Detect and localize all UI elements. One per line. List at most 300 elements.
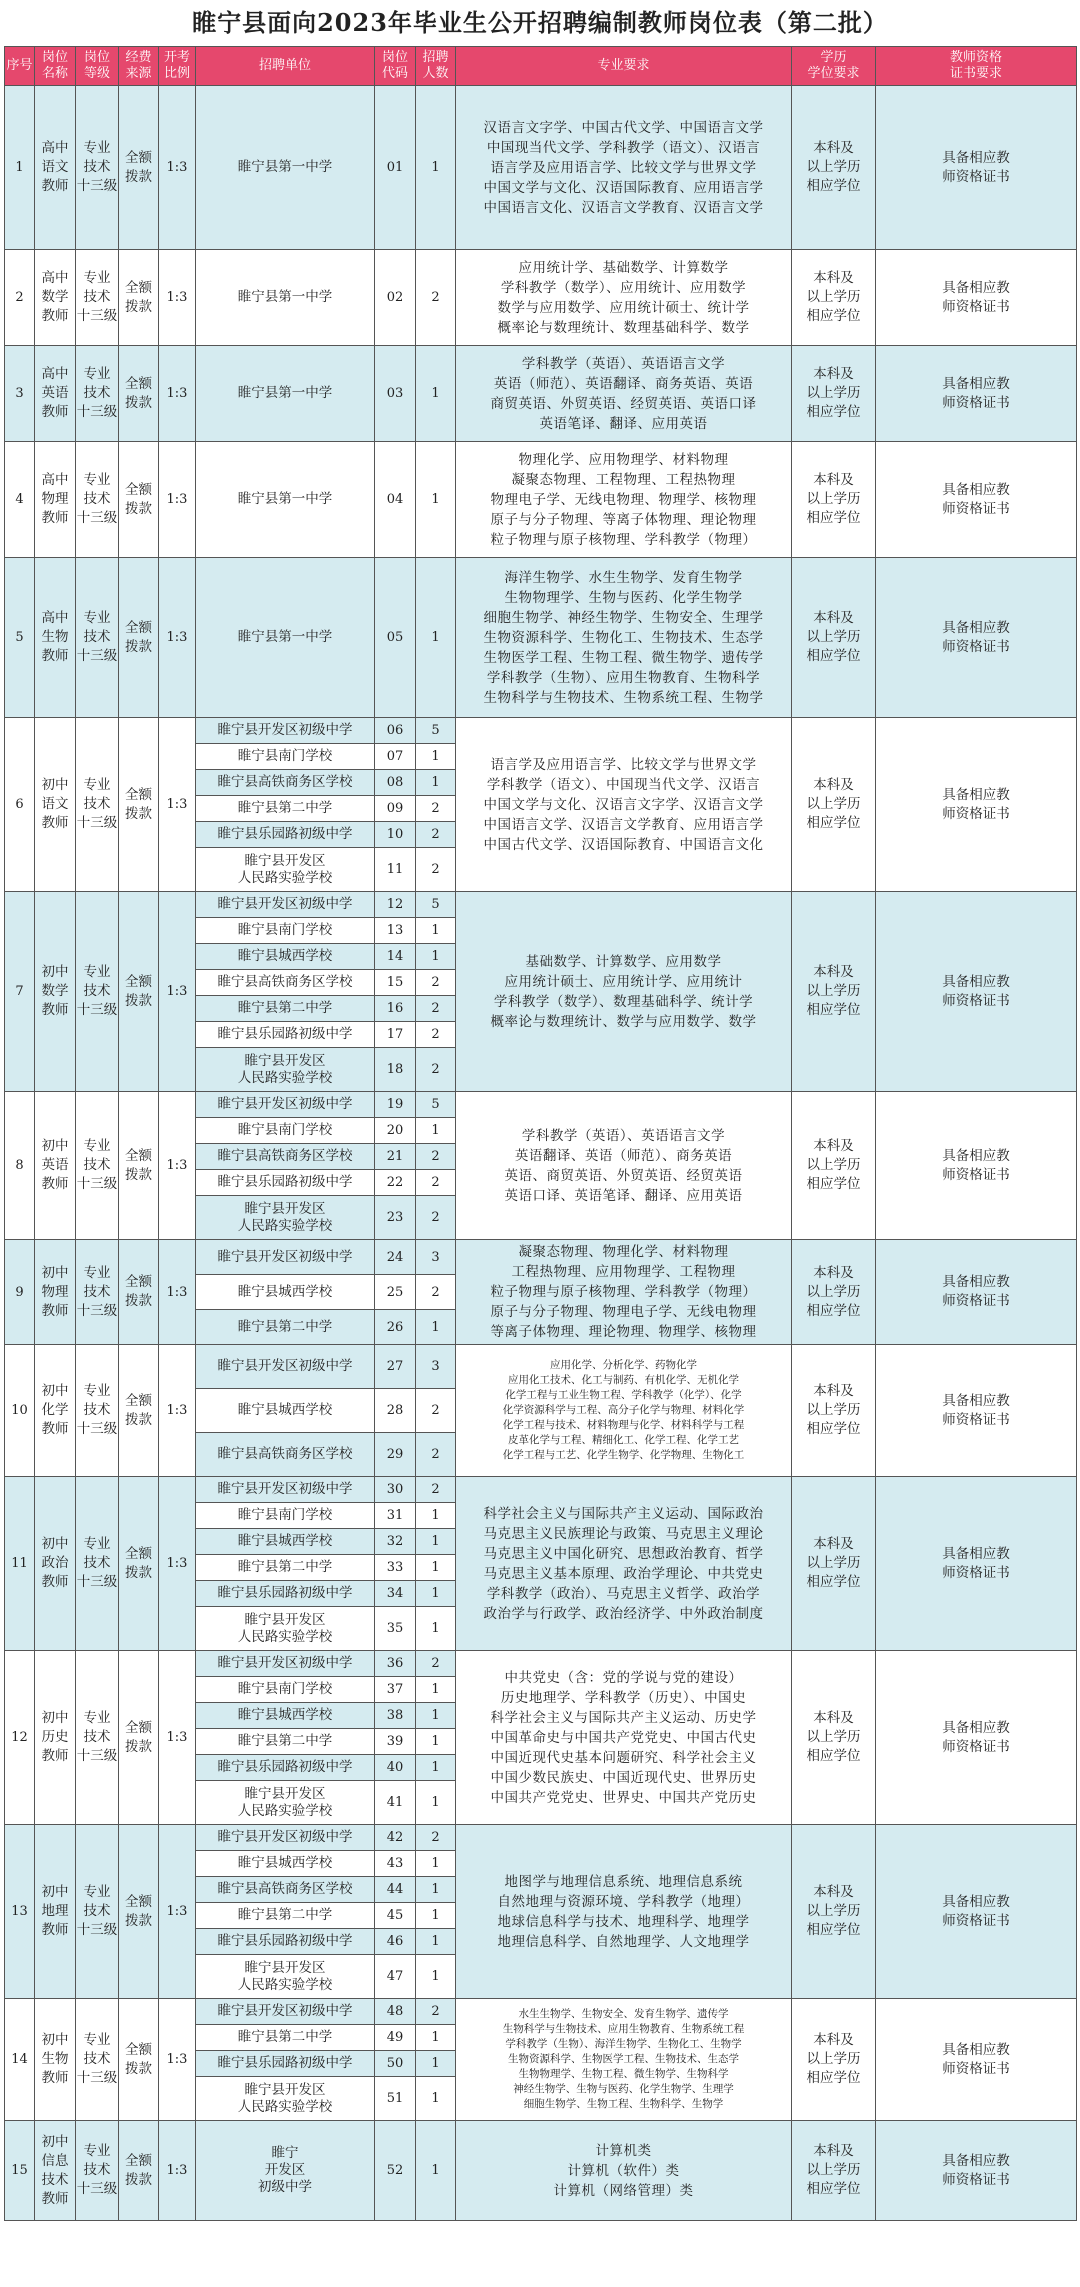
unit-cell: 睢宁 开发区 初级中学 xyxy=(196,2121,375,2221)
hire-count-cell: 1 xyxy=(416,2121,456,2221)
post-code-cell: 28 xyxy=(375,1389,416,1433)
seq-cell: 14 xyxy=(5,1999,35,2121)
post-level-cell: 专业 技术 十三级 xyxy=(76,346,119,442)
unit-cell: 睢宁县城西学校 xyxy=(196,1851,375,1877)
post-code-cell: 37 xyxy=(375,1677,416,1703)
education-requirement-cell: 本科及 以上学历 相应学位 xyxy=(792,1092,876,1240)
post-name-cell: 初中 信息 技术 教师 xyxy=(35,2121,76,2221)
post-code-cell: 48 xyxy=(375,1999,416,2025)
fund-source-cell: 全额 拨款 xyxy=(119,442,159,558)
unit-cell: 睢宁县开发区初级中学 xyxy=(196,892,375,918)
table-row xyxy=(5,86,1077,250)
hire-count-cell: 1 xyxy=(416,2051,456,2077)
unit-cell: 睢宁县南门学校 xyxy=(196,1503,375,1529)
col-header: 学历 学位要求 xyxy=(792,47,876,86)
post-name-cell: 高中 物理 教师 xyxy=(35,442,76,558)
post-code-cell: 07 xyxy=(375,744,416,770)
post-code-cell: 19 xyxy=(375,1092,416,1118)
certificate-requirement-cell: 具备相应教 师资格证书 xyxy=(876,558,1077,718)
education-requirement-cell: 本科及 以上学历 相应学位 xyxy=(792,1477,876,1651)
hire-count-cell: 1 xyxy=(416,1703,456,1729)
post-code-cell: 38 xyxy=(375,1703,416,1729)
exam-ratio-cell: 1:3 xyxy=(159,1999,196,2121)
post-code-cell: 24 xyxy=(375,1240,416,1275)
unit-cell: 睢宁县开发区初级中学 xyxy=(196,1825,375,1851)
fund-source-cell: 全额 拨款 xyxy=(119,1345,159,1477)
unit-cell: 睢宁县高铁商务区学校 xyxy=(196,970,375,996)
education-requirement-cell: 本科及 以上学历 相应学位 xyxy=(792,892,876,1092)
unit-cell: 睢宁县城西学校 xyxy=(196,1389,375,1433)
major-requirement-cell: 应用化学、分析化学、药物化学 应用化工技术、化工与制药、有机化学、无机化学 化学工程与工业生物工程、学科教学（化学）、化学 化学资源科学与工程、高分子化学与物理、材料化学 化学工程与技术、材料物理与化学、材料科学与工程 皮革化学与工程、精细化工、化学工程、化学工艺 化学工程与工艺、化学生物学、化学物理、生物化工 xyxy=(456,1345,792,1477)
exam-ratio-cell: 1:3 xyxy=(159,1825,196,1999)
fund-source-cell: 全额 拨款 xyxy=(119,250,159,346)
fund-source-cell: 全额 拨款 xyxy=(119,892,159,1092)
hire-count-cell: 2 xyxy=(416,1170,456,1196)
hire-count-cell: 3 xyxy=(416,1345,456,1389)
unit-cell: 睢宁县城西学校 xyxy=(196,1529,375,1555)
unit-cell: 睢宁县南门学校 xyxy=(196,1677,375,1703)
hire-count-cell: 1 xyxy=(416,1581,456,1607)
seq-cell: 15 xyxy=(5,2121,35,2221)
post-name-cell: 初中 英语 教师 xyxy=(35,1092,76,1240)
post-code-cell: 30 xyxy=(375,1477,416,1503)
exam-ratio-cell: 1:3 xyxy=(159,250,196,346)
unit-cell: 睢宁县乐园路初级中学 xyxy=(196,1755,375,1781)
education-requirement-cell: 本科及 以上学历 相应学位 xyxy=(792,1240,876,1345)
post-code-cell: 46 xyxy=(375,1929,416,1955)
post-level-cell: 专业 技术 十三级 xyxy=(76,2121,119,2221)
table-row xyxy=(5,2121,1077,2221)
col-header: 经费 来源 xyxy=(119,47,159,86)
unit-cell: 睢宁县开发区初级中学 xyxy=(196,1651,375,1677)
post-code-cell: 35 xyxy=(375,1607,416,1651)
fund-source-cell: 全额 拨款 xyxy=(119,2121,159,2221)
hire-count-cell: 2 xyxy=(416,1825,456,1851)
fund-source-cell: 全额 拨款 xyxy=(119,1999,159,2121)
major-requirement-cell: 汉语言文字学、中国古代文学、中国语言文学 中国现当代文学、学科教学（语文）、汉语言 语言学及应用语言学、比较文学与世界文学 中国文学与文化、汉语国际教育、应用语言学 中国语言文化、汉语言文学教育、汉语言文学 xyxy=(456,86,792,250)
post-name-cell: 高中 语文 教师 xyxy=(35,86,76,250)
post-code-cell: 34 xyxy=(375,1581,416,1607)
post-name-cell: 初中 化学 教师 xyxy=(35,1345,76,1477)
fund-source-cell: 全额 拨款 xyxy=(119,1825,159,1999)
certificate-requirement-cell: 具备相应教 师资格证书 xyxy=(876,250,1077,346)
unit-cell: 睢宁县开发区初级中学 xyxy=(196,718,375,744)
post-code-cell: 03 xyxy=(375,346,416,442)
post-code-cell: 16 xyxy=(375,996,416,1022)
post-name-cell: 高中 生物 教师 xyxy=(35,558,76,718)
post-code-cell: 41 xyxy=(375,1781,416,1825)
hire-count-cell: 1 xyxy=(416,2077,456,2121)
education-requirement-cell: 本科及 以上学历 相应学位 xyxy=(792,1651,876,1825)
hire-count-cell: 2 xyxy=(416,796,456,822)
seq-cell: 6 xyxy=(5,718,35,892)
col-header: 开考 比例 xyxy=(159,47,196,86)
post-name-cell: 初中 生物 教师 xyxy=(35,1999,76,2121)
post-level-cell: 专业 技术 十三级 xyxy=(76,1477,119,1651)
hire-count-cell: 2 xyxy=(416,970,456,996)
hire-count-cell: 1 xyxy=(416,1729,456,1755)
unit-cell: 睢宁县第二中学 xyxy=(196,1310,375,1345)
seq-cell: 13 xyxy=(5,1825,35,1999)
exam-ratio-cell: 1:3 xyxy=(159,1092,196,1240)
unit-cell: 睢宁县开发区初级中学 xyxy=(196,1345,375,1389)
hire-count-cell: 1 xyxy=(416,1677,456,1703)
unit-cell: 睢宁县南门学校 xyxy=(196,1118,375,1144)
hire-count-cell: 2 xyxy=(416,1389,456,1433)
unit-cell: 睢宁县乐园路初级中学 xyxy=(196,1929,375,1955)
post-level-cell: 专业 技术 十三级 xyxy=(76,1240,119,1345)
hire-count-cell: 1 xyxy=(416,1555,456,1581)
post-level-cell: 专业 技术 十三级 xyxy=(76,442,119,558)
unit-cell: 睢宁县城西学校 xyxy=(196,1703,375,1729)
seq-cell: 5 xyxy=(5,558,35,718)
exam-ratio-cell: 1:3 xyxy=(159,1345,196,1477)
fund-source-cell: 全额 拨款 xyxy=(119,1477,159,1651)
post-code-cell: 29 xyxy=(375,1433,416,1477)
major-requirement-cell: 学科教学（英语）、英语语言文学 英语翻译、英语（师范）、商务英语 英语、商贸英语、外贸英语、经贸英语 英语口译、英语笔译、翻译、应用英语 xyxy=(456,1092,792,1240)
post-code-cell: 47 xyxy=(375,1955,416,1999)
post-code-cell: 21 xyxy=(375,1144,416,1170)
hire-count-cell: 1 xyxy=(416,86,456,250)
hire-count-cell: 1 xyxy=(416,1310,456,1345)
post-code-cell: 51 xyxy=(375,2077,416,2121)
unit-cell: 睢宁县开发区 人民路实验学校 xyxy=(196,1607,375,1651)
major-requirement-cell: 水生生物学、生物安全、发育生物学、遗传学 生物科学与生物技术、应用生物教育、生物系统工程 学科教学（生物）、海洋生物学、生物化工、生物学 生物资源科学、生物医学工程、生物技术、生态学 生物物理学、生物工程、微生物学、生物科学 神经生物学、生物与医药、化学生物学、生理学 细胞生物学、生物工程、生物科学、生物学 xyxy=(456,1999,792,2121)
unit-cell: 睢宁县开发区 人民路实验学校 xyxy=(196,1048,375,1092)
post-code-cell: 25 xyxy=(375,1275,416,1310)
hire-count-cell: 2 xyxy=(416,848,456,892)
post-level-cell: 专业 技术 十三级 xyxy=(76,1345,119,1477)
unit-cell: 睢宁县第二中学 xyxy=(196,996,375,1022)
fund-source-cell: 全额 拨款 xyxy=(119,86,159,250)
certificate-requirement-cell: 具备相应教 师资格证书 xyxy=(876,1092,1077,1240)
post-level-cell: 专业 技术 十三级 xyxy=(76,1092,119,1240)
seq-cell: 10 xyxy=(5,1345,35,1477)
hire-count-cell: 1 xyxy=(416,1877,456,1903)
major-requirement-cell: 科学社会主义与国际共产主义运动、国际政治 马克思主义民族理论与政策、马克思主义理论 马克思主义中国化研究、思想政治教育、哲学 马克思主义基本原理、政治学理论、中共党史 学科教学（政治）、马克思主义哲学、政治学 政治学与行政学、政治经济学、中外政治制度 xyxy=(456,1477,792,1651)
seq-cell: 1 xyxy=(5,86,35,250)
hire-count-cell: 2 xyxy=(416,1477,456,1503)
unit-cell: 睢宁县开发区初级中学 xyxy=(196,1240,375,1275)
unit-cell: 睢宁县高铁商务区学校 xyxy=(196,770,375,796)
certificate-requirement-cell: 具备相应教 师资格证书 xyxy=(876,1825,1077,1999)
post-code-cell: 04 xyxy=(375,442,416,558)
post-code-cell: 42 xyxy=(375,1825,416,1851)
unit-cell: 睢宁县开发区 人民路实验学校 xyxy=(196,1781,375,1825)
table-row xyxy=(5,442,1077,558)
unit-cell: 睢宁县乐园路初级中学 xyxy=(196,1022,375,1048)
education-requirement-cell: 本科及 以上学历 相应学位 xyxy=(792,442,876,558)
exam-ratio-cell: 1:3 xyxy=(159,1477,196,1651)
seq-cell: 12 xyxy=(5,1651,35,1825)
unit-cell: 睢宁县乐园路初级中学 xyxy=(196,822,375,848)
post-level-cell: 专业 技术 十三级 xyxy=(76,250,119,346)
hire-count-cell: 1 xyxy=(416,1955,456,1999)
post-code-cell: 50 xyxy=(375,2051,416,2077)
post-code-cell: 27 xyxy=(375,1345,416,1389)
post-code-cell: 09 xyxy=(375,796,416,822)
unit-cell: 睢宁县高铁商务区学校 xyxy=(196,1433,375,1477)
hire-count-cell: 1 xyxy=(416,1903,456,1929)
post-name-cell: 初中 物理 教师 xyxy=(35,1240,76,1345)
major-requirement-cell: 基础数学、计算数学、应用数学 应用统计硕士、应用统计学、应用统计 学科教学（数学）、数理基础科学、统计学 概率论与数理统计、数学与应用数学、数学 xyxy=(456,892,792,1092)
exam-ratio-cell: 1:3 xyxy=(159,1651,196,1825)
exam-ratio-cell: 1:3 xyxy=(159,558,196,718)
unit-cell: 睢宁县高铁商务区学校 xyxy=(196,1144,375,1170)
fund-source-cell: 全额 拨款 xyxy=(119,1092,159,1240)
unit-cell: 睢宁县开发区 人民路实验学校 xyxy=(196,1196,375,1240)
certificate-requirement-cell: 具备相应教 师资格证书 xyxy=(876,718,1077,892)
unit-cell: 睢宁县乐园路初级中学 xyxy=(196,1581,375,1607)
post-name-cell: 高中 数学 教师 xyxy=(35,250,76,346)
certificate-requirement-cell: 具备相应教 师资格证书 xyxy=(876,1345,1077,1477)
unit-cell: 睢宁县开发区初级中学 xyxy=(196,1092,375,1118)
seq-cell: 11 xyxy=(5,1477,35,1651)
certificate-requirement-cell: 具备相应教 师资格证书 xyxy=(876,1477,1077,1651)
hire-count-cell: 2 xyxy=(416,250,456,346)
unit-cell: 睢宁县第二中学 xyxy=(196,2025,375,2051)
education-requirement-cell: 本科及 以上学历 相应学位 xyxy=(792,718,876,892)
post-level-cell: 专业 技术 十三级 xyxy=(76,86,119,250)
unit-cell: 睢宁县第二中学 xyxy=(196,1903,375,1929)
post-name-cell: 初中 历史 教师 xyxy=(35,1651,76,1825)
certificate-requirement-cell: 具备相应教 师资格证书 xyxy=(876,1999,1077,2121)
post-code-cell: 18 xyxy=(375,1048,416,1092)
post-code-cell: 20 xyxy=(375,1118,416,1144)
major-requirement-cell: 计算机类 计算机（软件）类 计算机（网络管理）类 xyxy=(456,2121,792,2221)
unit-cell: 睢宁县第一中学 xyxy=(196,86,375,250)
fund-source-cell: 全额 拨款 xyxy=(119,1240,159,1345)
post-level-cell: 专业 技术 十三级 xyxy=(76,558,119,718)
major-requirement-cell: 海洋生物学、水生生物学、发育生物学 生物物理学、生物与医药、化学生物学 细胞生物学、神经生物学、生物安全、生理学 生物资源科学、生物化工、生物技术、生态学 生物医学工程、生物工程、微生物学、遗传学 学科教学（生物）、应用生物教育、生物科学 生物科学与生物技术、生物系统工程、生物学 xyxy=(456,558,792,718)
fund-source-cell: 全额 拨款 xyxy=(119,558,159,718)
education-requirement-cell: 本科及 以上学历 相应学位 xyxy=(792,346,876,442)
seq-cell: 4 xyxy=(5,442,35,558)
unit-cell: 睢宁县城西学校 xyxy=(196,1275,375,1310)
table-row xyxy=(5,718,1077,744)
education-requirement-cell: 本科及 以上学历 相应学位 xyxy=(792,1999,876,2121)
hire-count-cell: 1 xyxy=(416,1503,456,1529)
seq-cell: 7 xyxy=(5,892,35,1092)
post-code-cell: 45 xyxy=(375,1903,416,1929)
hire-count-cell: 1 xyxy=(416,1529,456,1555)
exam-ratio-cell: 1:3 xyxy=(159,86,196,250)
post-level-cell: 专业 技术 十三级 xyxy=(76,718,119,892)
unit-cell: 睢宁县乐园路初级中学 xyxy=(196,1170,375,1196)
post-code-cell: 22 xyxy=(375,1170,416,1196)
hire-count-cell: 2 xyxy=(416,1433,456,1477)
hire-count-cell: 1 xyxy=(416,1755,456,1781)
post-code-cell: 49 xyxy=(375,2025,416,2051)
exam-ratio-cell: 1:3 xyxy=(159,346,196,442)
col-header: 岗位 等级 xyxy=(76,47,119,86)
education-requirement-cell: 本科及 以上学历 相应学位 xyxy=(792,86,876,250)
table-row xyxy=(5,892,1077,918)
hire-count-cell: 2 xyxy=(416,1048,456,1092)
education-requirement-cell: 本科及 以上学历 相应学位 xyxy=(792,1825,876,1999)
fund-source-cell: 全额 拨款 xyxy=(119,346,159,442)
hire-count-cell: 1 xyxy=(416,2025,456,2051)
seq-cell: 2 xyxy=(5,250,35,346)
unit-cell: 睢宁县第一中学 xyxy=(196,558,375,718)
hire-count-cell: 2 xyxy=(416,1196,456,1240)
exam-ratio-cell: 1:3 xyxy=(159,442,196,558)
hire-count-cell: 1 xyxy=(416,1929,456,1955)
seq-cell: 3 xyxy=(5,346,35,442)
hire-count-cell: 1 xyxy=(416,558,456,718)
table-body xyxy=(5,86,1077,2221)
unit-cell: 睢宁县开发区 人民路实验学校 xyxy=(196,848,375,892)
post-name-cell: 初中 语文 教师 xyxy=(35,718,76,892)
post-code-cell: 36 xyxy=(375,1651,416,1677)
exam-ratio-cell: 1:3 xyxy=(159,2121,196,2221)
major-requirement-cell: 地图学与地理信息系统、地理信息系统 自然地理与资源环境、学科教学（地理） 地球信息科学与技术、地理科学、地理学 地理信息科学、自然地理学、人文地理学 xyxy=(456,1825,792,1999)
hire-count-cell: 5 xyxy=(416,718,456,744)
post-code-cell: 23 xyxy=(375,1196,416,1240)
unit-cell: 睢宁县城西学校 xyxy=(196,944,375,970)
post-code-cell: 13 xyxy=(375,918,416,944)
seq-cell: 9 xyxy=(5,1240,35,1345)
post-code-cell: 10 xyxy=(375,822,416,848)
hire-count-cell: 1 xyxy=(416,1851,456,1877)
unit-cell: 睢宁县开发区 人民路实验学校 xyxy=(196,2077,375,2121)
col-header: 岗位 代码 xyxy=(375,47,416,86)
post-name-cell: 高中 英语 教师 xyxy=(35,346,76,442)
post-level-cell: 专业 技术 十三级 xyxy=(76,1825,119,1999)
col-header: 招聘 人数 xyxy=(416,47,456,86)
fund-source-cell: 全额 拨款 xyxy=(119,718,159,892)
education-requirement-cell: 本科及 以上学历 相应学位 xyxy=(792,1345,876,1477)
post-code-cell: 26 xyxy=(375,1310,416,1345)
hire-count-cell: 1 xyxy=(416,346,456,442)
post-level-cell: 专业 技术 十三级 xyxy=(76,1651,119,1825)
post-code-cell: 11 xyxy=(375,848,416,892)
hire-count-cell: 2 xyxy=(416,1999,456,2025)
unit-cell: 睢宁县南门学校 xyxy=(196,918,375,944)
post-code-cell: 44 xyxy=(375,1877,416,1903)
hire-count-cell: 1 xyxy=(416,1118,456,1144)
post-name-cell: 初中 地理 教师 xyxy=(35,1825,76,1999)
post-code-cell: 33 xyxy=(375,1555,416,1581)
table-row xyxy=(5,1092,1077,1118)
page-title: 睢宁县面向2023年毕业生公开招聘编制教师岗位表（第二批） xyxy=(192,8,888,37)
certificate-requirement-cell: 具备相应教 师资格证书 xyxy=(876,1240,1077,1345)
hire-count-cell: 2 xyxy=(416,996,456,1022)
unit-cell: 睢宁县高铁商务区学校 xyxy=(196,1877,375,1903)
hire-count-cell: 1 xyxy=(416,1781,456,1825)
table-row xyxy=(5,1825,1077,1851)
hire-count-cell: 2 xyxy=(416,822,456,848)
table-row xyxy=(5,558,1077,718)
post-code-cell: 31 xyxy=(375,1503,416,1529)
table-row xyxy=(5,250,1077,346)
certificate-requirement-cell: 具备相应教 师资格证书 xyxy=(876,86,1077,250)
fund-source-cell: 全额 拨款 xyxy=(119,1651,159,1825)
unit-cell: 睢宁县第一中学 xyxy=(196,346,375,442)
hire-count-cell: 1 xyxy=(416,770,456,796)
col-header: 教师资格 证书要求 xyxy=(876,47,1077,86)
unit-cell: 睢宁县开发区初级中学 xyxy=(196,1477,375,1503)
unit-cell: 睢宁县第二中学 xyxy=(196,796,375,822)
post-code-cell: 05 xyxy=(375,558,416,718)
table-row xyxy=(5,1345,1077,1389)
certificate-requirement-cell: 具备相应教 师资格证书 xyxy=(876,1651,1077,1825)
major-requirement-cell: 应用统计学、基础数学、计算数学 学科教学（数学）、应用统计、应用数学 数学与应用数学、应用统计硕士、统计学 概率论与数理统计、数理基础科学、数学 xyxy=(456,250,792,346)
hire-count-cell: 2 xyxy=(416,1651,456,1677)
recruitment-table xyxy=(4,46,1077,2221)
post-level-cell: 专业 技术 十三级 xyxy=(76,1999,119,2121)
certificate-requirement-cell: 具备相应教 师资格证书 xyxy=(876,2121,1077,2221)
post-code-cell: 01 xyxy=(375,86,416,250)
table-row xyxy=(5,1240,1077,1275)
col-header: 岗位 名称 xyxy=(35,47,76,86)
post-code-cell: 02 xyxy=(375,250,416,346)
hire-count-cell: 5 xyxy=(416,892,456,918)
post-code-cell: 08 xyxy=(375,770,416,796)
major-requirement-cell: 语言学及应用语言学、比较文学与世界文学 学科教学（语文）、中国现当代文学、汉语言 中国文学与文化、汉语言文字学、汉语言文学 中国语言文学、汉语言文学教育、应用语言学 中国古代文学、汉语国际教育、中国语言文化 xyxy=(456,718,792,892)
post-code-cell: 15 xyxy=(375,970,416,996)
post-code-cell: 17 xyxy=(375,1022,416,1048)
unit-cell: 睢宁县第一中学 xyxy=(196,442,375,558)
major-requirement-cell: 物理化学、应用物理学、材料物理 凝聚态物理、工程物理、工程热物理 物理电子学、无线电物理、物理学、核物理 原子与分子物理、等离子体物理、理论物理 粒子物理与原子核物理、学科教学（物理） xyxy=(456,442,792,558)
certificate-requirement-cell: 具备相应教 师资格证书 xyxy=(876,892,1077,1092)
unit-cell: 睢宁县乐园路初级中学 xyxy=(196,2051,375,2077)
unit-cell: 睢宁县第二中学 xyxy=(196,1555,375,1581)
hire-count-cell: 1 xyxy=(416,442,456,558)
unit-cell: 睢宁县开发区初级中学 xyxy=(196,1999,375,2025)
post-code-cell: 52 xyxy=(375,2121,416,2221)
col-header: 招聘单位 xyxy=(196,47,375,86)
hire-count-cell: 2 xyxy=(416,1144,456,1170)
hire-count-cell: 2 xyxy=(416,1275,456,1310)
seq-cell: 8 xyxy=(5,1092,35,1240)
exam-ratio-cell: 1:3 xyxy=(159,1240,196,1345)
unit-cell: 睢宁县开发区 人民路实验学校 xyxy=(196,1955,375,1999)
hire-count-cell: 3 xyxy=(416,1240,456,1275)
hire-count-cell: 2 xyxy=(416,1022,456,1048)
table-row xyxy=(5,1999,1077,2025)
education-requirement-cell: 本科及 以上学历 相应学位 xyxy=(792,2121,876,2221)
major-requirement-cell: 凝聚态物理、物理化学、材料物理 工程热物理、应用物理学、工程物理 粒子物理与原子核物理、学科教学（物理） 原子与分子物理、物理电子学、无线电物理 等离子体物理、理论物理、物理学、核物理 xyxy=(456,1240,792,1345)
unit-cell: 睢宁县第一中学 xyxy=(196,250,375,346)
header-row xyxy=(5,47,1077,86)
hire-count-cell: 1 xyxy=(416,944,456,970)
table-row xyxy=(5,346,1077,442)
certificate-requirement-cell: 具备相应教 师资格证书 xyxy=(876,442,1077,558)
hire-count-cell: 1 xyxy=(416,744,456,770)
unit-cell: 睢宁县南门学校 xyxy=(196,744,375,770)
col-header: 序号 xyxy=(5,47,35,86)
hire-count-cell: 1 xyxy=(416,1607,456,1651)
post-code-cell: 06 xyxy=(375,718,416,744)
exam-ratio-cell: 1:3 xyxy=(159,892,196,1092)
post-name-cell: 初中 数学 教师 xyxy=(35,892,76,1092)
post-level-cell: 专业 技术 十三级 xyxy=(76,892,119,1092)
post-code-cell: 43 xyxy=(375,1851,416,1877)
post-code-cell: 39 xyxy=(375,1729,416,1755)
post-code-cell: 40 xyxy=(375,1755,416,1781)
education-requirement-cell: 本科及 以上学历 相应学位 xyxy=(792,250,876,346)
certificate-requirement-cell: 具备相应教 师资格证书 xyxy=(876,346,1077,442)
major-requirement-cell: 学科教学（英语）、英语语言文学 英语（师范）、英语翻译、商务英语、英语 商贸英语、外贸英语、经贸英语、英语口译 英语笔译、翻译、应用英语 xyxy=(456,346,792,442)
post-code-cell: 32 xyxy=(375,1529,416,1555)
post-name-cell: 初中 政治 教师 xyxy=(35,1477,76,1651)
exam-ratio-cell: 1:3 xyxy=(159,718,196,892)
table-row xyxy=(5,1651,1077,1677)
post-code-cell: 14 xyxy=(375,944,416,970)
post-code-cell: 12 xyxy=(375,892,416,918)
table-row xyxy=(5,1477,1077,1503)
